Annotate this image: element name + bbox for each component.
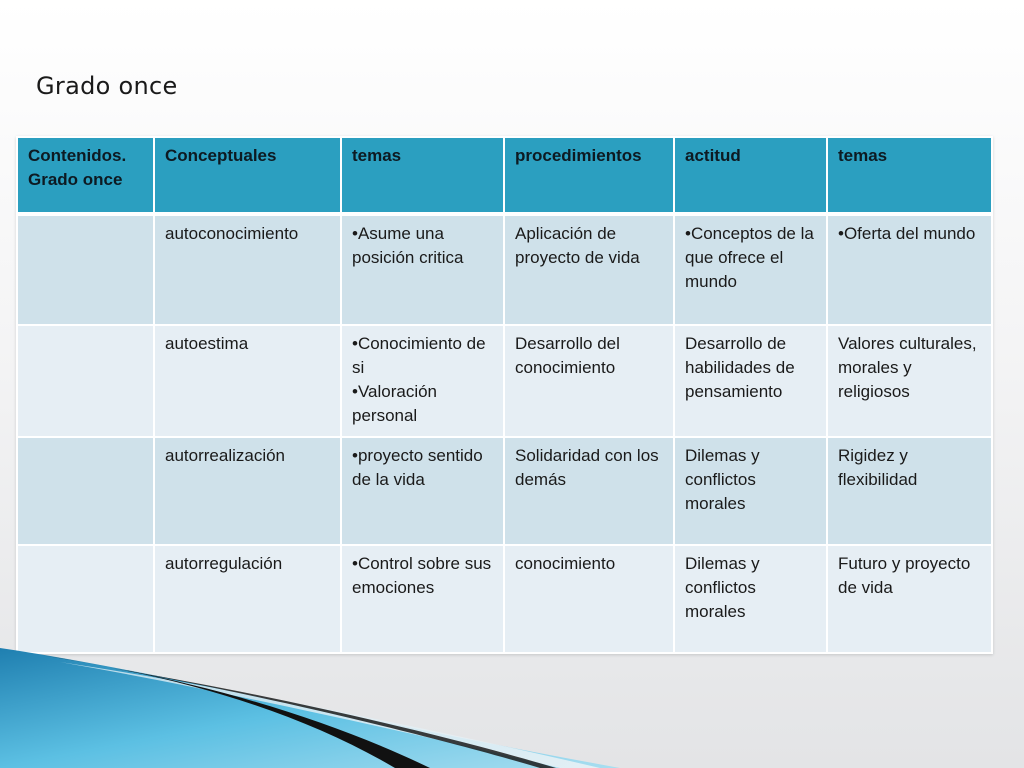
table-header-row <box>17 137 992 214</box>
table-row <box>17 325 992 437</box>
table-cell: Rigidez y flexibilidad <box>827 437 992 545</box>
table-cell <box>17 214 154 325</box>
table-cell: •Oferta del mundo <box>827 214 992 325</box>
table-cell: autorregulación <box>154 545 341 653</box>
header-temas-2: temas <box>827 137 992 214</box>
table-cell: Desarrollo de habilidades de pensamiento <box>674 325 827 437</box>
table-cell <box>17 545 154 653</box>
header-conceptuales: Conceptuales <box>154 137 341 214</box>
table-cell: Aplicación de proyecto de vida <box>504 214 674 325</box>
table-cell: •Conocimiento de si •Valoración personal <box>341 325 504 437</box>
header-procedimientos: procedimientos <box>504 137 674 214</box>
table-cell: Desarrollo del conocimiento <box>504 325 674 437</box>
table-cell: Solidaridad con los demás <box>504 437 674 545</box>
table-cell: autoconocimiento <box>154 214 341 325</box>
table-cell: autorrealización <box>154 437 341 545</box>
table-cell: Dilemas y conflictos morales <box>674 545 827 653</box>
table-cell: •proyecto sentido de la vida <box>341 437 504 545</box>
table-cell: autoestima <box>154 325 341 437</box>
table-cell: conocimiento <box>504 545 674 653</box>
table-cell: •Control sobre sus emociones <box>341 545 504 653</box>
table-cell: •Conceptos de la que ofrece el mundo <box>674 214 827 325</box>
header-temas: temas <box>341 137 504 214</box>
table-cell: Valores culturales, morales y religiosos <box>827 325 992 437</box>
table-cell <box>17 325 154 437</box>
table-row <box>17 214 992 325</box>
table-cell: Futuro y proyecto de vida <box>827 545 992 653</box>
table-row <box>17 437 992 545</box>
table-row <box>17 545 992 653</box>
content-table <box>16 136 993 654</box>
table-cell: Dilemas y conflictos morales <box>674 437 827 545</box>
table-cell: •Asume una posición critica <box>341 214 504 325</box>
header-contenidos: Contenidos. Grado once <box>17 137 154 214</box>
header-actitud: actitud <box>674 137 827 214</box>
table-cell <box>17 437 154 545</box>
slide-title: Grado once <box>36 72 178 100</box>
